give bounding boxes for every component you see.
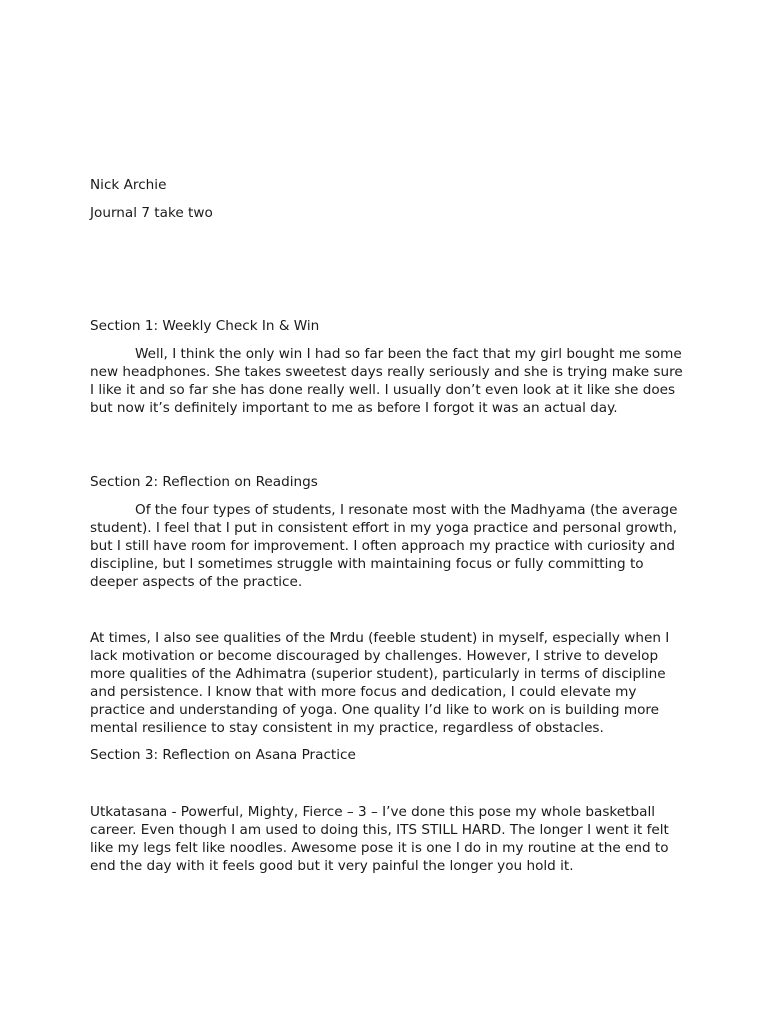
section-3-body: Utkatasana - Powerful, Mighty, Fierce – 3 – I’ve done this pose my whole basketball career. Even though I am used to doing this, ITS STILL HARD. The longer I went it felt like my legs felt like noodles. Awesome pose it is one I do in my routine at the end to end the day with it feels good but it very painful the longer you hold it. (90, 804, 669, 874)
section-1-body: Well, I think the only win I had so far been the fact that my girl bought me some new headphones. She takes sweetest days really seriously and she is trying make sure I like it and so far she has done really well. I usually don’t even look at it like she does but now it’s definitely important to me as before I forgot it was an actual day. (90, 346, 683, 416)
author-name: Nick Archie (90, 177, 167, 193)
section-2-heading: Section 2: Reflection on Readings (90, 474, 318, 490)
section-2-paragraph-2: At times, I also see qualities of the Mrdu (feeble student) in myself, especially when I lack motivation or become discouraged by challenges. However, I strive to develop more qualities of the Adhimatra (superior student), particularly in terms of discipline and persistence. I know that with more focus and dedication, I could elevate my practice and understanding of yoga. One quality I’d like to work on is building more mental resilience to stay consistent in my practice, regardless of obstacles. (90, 630, 670, 736)
section-3-heading: Section 3: Reflection on Asana Practice (90, 747, 356, 763)
document-title: Journal 7 take two (90, 205, 213, 221)
section-2-paragraph-1: Of the four types of students, I resonate most with the Madhyama (the average student). I feel that I put in consistent effort in my yoga practice and personal growth, but I still have room for improvement. I often approach my practice with curiosity and discipline, but I sometimes struggle with maintaining focus or fully committing to deeper aspects of the practice. (90, 502, 678, 590)
section-1-heading: Section 1: Weekly Check In & Win (90, 318, 320, 334)
